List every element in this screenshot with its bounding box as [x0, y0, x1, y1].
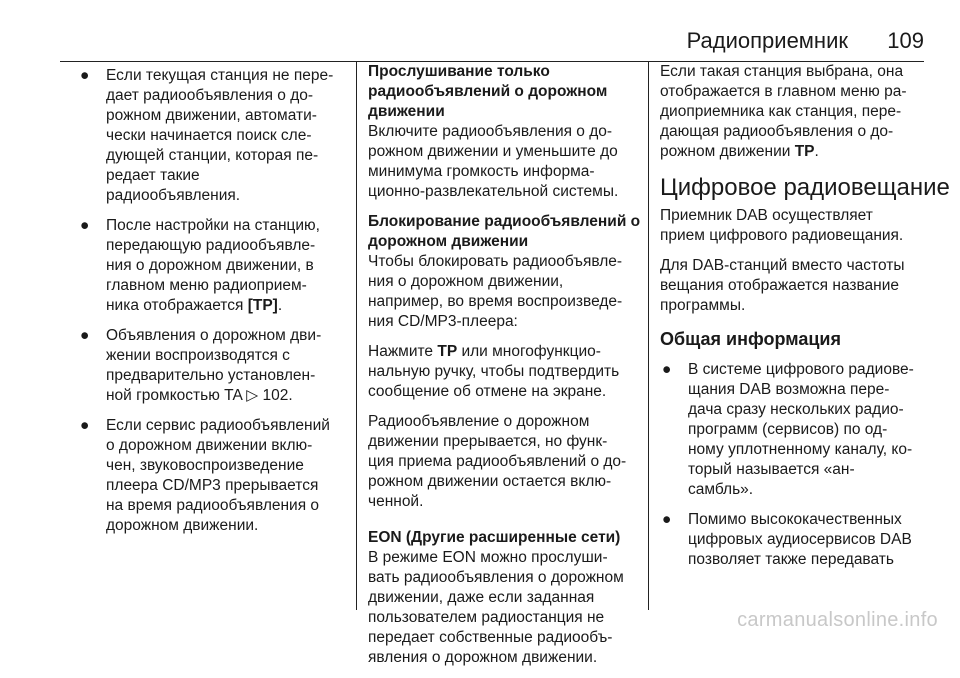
column-divider-1 — [356, 62, 357, 610]
text-line: нальную ручку, чтобы подтвердить — [368, 363, 620, 380]
text-line: чески начинается поиск сле- — [106, 127, 312, 144]
text-line: прием цифрового радиовещания. — [660, 227, 904, 244]
text-line: отображается в главном меню ра- — [660, 83, 907, 100]
text-line: дающая радиообъявления о до- — [660, 123, 894, 140]
text-line: пользователем радиостанция не — [368, 609, 605, 626]
paragraph — [368, 412, 634, 512]
tp-indicator: [TP] — [247, 297, 278, 314]
text-line: Если текущая станция не пере- — [106, 67, 334, 84]
text-line: ченной. — [368, 493, 424, 510]
heading-line: Прослушивание только — [368, 63, 550, 80]
text-line: позволяет также передавать — [688, 551, 894, 568]
bullet-icon: ● — [80, 327, 90, 344]
text-line — [106, 296, 346, 316]
text-line: дача сразу нескольких радио- — [688, 401, 904, 418]
section-heading — [368, 212, 641, 252]
page-title: Радиоприемник — [686, 28, 848, 53]
text-line: цифровых аудиосервисов DAB — [688, 531, 912, 548]
page-number: 109 — [887, 28, 924, 53]
text-line — [368, 342, 634, 362]
text-line: ция приема радиообъявлений о до- — [368, 453, 627, 470]
bullet-icon: ● — [80, 217, 90, 234]
text-line: В системе цифрового радиове- — [688, 361, 914, 378]
text-line: главном меню радиоприем- — [106, 277, 307, 294]
text-line: движении, даже если заданная — [368, 589, 595, 606]
heading-line: дорожном движении — [368, 233, 529, 250]
text-line: ному уплотненному каналу, ко- — [688, 441, 913, 458]
text-line: ционно-развлекательной системы. — [368, 183, 619, 200]
bullet-icon: ● — [80, 417, 90, 434]
paragraph — [368, 548, 634, 668]
list-item — [78, 216, 346, 316]
heading-line: Блокирование радиообъявлений о — [368, 213, 641, 230]
text-span: . — [814, 143, 819, 160]
text-line: торый называется «ан- — [688, 461, 855, 478]
text-span: или многофункцио- — [457, 343, 601, 360]
text-line: В режиме EON можно прослуши- — [368, 549, 608, 566]
text-line: Чтобы блокировать радиообъявле- — [368, 253, 623, 270]
text-line: Помимо высококачественных — [688, 511, 902, 528]
text-line: самбль». — [688, 481, 754, 498]
text-span: рожном движении — [660, 143, 795, 160]
list-item — [78, 66, 346, 206]
watermark: carmanualsonline.info — [737, 609, 938, 631]
page-reference: ной громкостью TA ▷ 102. — [106, 387, 293, 404]
text-line: После настройки на станцию, — [106, 217, 320, 234]
list-item — [78, 416, 346, 536]
text-line: щания DAB возможна пере- — [688, 381, 890, 398]
tp-indicator: TP — [794, 143, 815, 160]
text-line: ния о дорожном движении, — [368, 273, 564, 290]
text-line: программы. — [660, 297, 746, 314]
text-line: редает такие — [106, 167, 200, 184]
paragraph — [368, 252, 634, 332]
section-heading — [368, 62, 634, 122]
text-line: Включите радиообъявления о до- — [368, 123, 613, 140]
text-span: . — [277, 297, 283, 314]
text-line: явления о дорожном движении. — [368, 649, 598, 666]
text-span: ника отображается — [106, 297, 248, 314]
text-line: передающую радиообъявле- — [106, 237, 316, 254]
page-header — [60, 22, 924, 62]
bullet-icon: ● — [80, 67, 90, 84]
text-line: дает радиообъявления о до- — [106, 87, 314, 104]
tp-button-label: TP — [437, 343, 458, 360]
text-line: ния о дорожном движении, в — [106, 257, 314, 274]
text-line: дующей станции, которая пе- — [106, 147, 319, 164]
bullet-icon: ● — [662, 361, 672, 378]
text-line: жении воспроизводятся с — [106, 347, 290, 364]
text-line: рожном движении и уменьшите до — [368, 143, 618, 160]
bullet-icon: ● — [662, 511, 672, 528]
text-line: диоприемника как станция, пере- — [660, 103, 902, 120]
paragraph — [368, 122, 634, 202]
list-item — [660, 360, 930, 500]
list-item — [660, 510, 930, 570]
text-line: плеера CD/MP3 прерывается — [106, 477, 319, 494]
text-line: вать радиообъявления о дорожном — [368, 569, 624, 586]
paragraph — [660, 256, 930, 316]
paragraph — [660, 62, 930, 162]
text-line: дорожном движении. — [106, 517, 259, 534]
text-line: Радиообъявление о дорожном — [368, 413, 590, 430]
text-line: передает собственные радиообъ- — [368, 629, 613, 646]
text-line: сообщение об отмене на экране. — [368, 383, 607, 400]
heading-line: движении — [368, 103, 445, 120]
column-3 — [660, 62, 950, 580]
text-line: радиообъявления. — [106, 187, 241, 204]
column-1 — [78, 62, 346, 546]
text-line — [660, 142, 930, 162]
paragraph — [660, 206, 930, 246]
text-line: движении прерывается, но функ- — [368, 433, 608, 450]
section-heading: Цифровое радиовещание — [660, 174, 950, 201]
text-line: минимума громкость информа- — [368, 163, 595, 180]
text-line: на время радиообъявления о — [106, 497, 320, 514]
text-line: например, во время воспроизведе- — [368, 293, 623, 310]
text-line: Если сервис радиообъявлений — [106, 417, 330, 434]
paragraph — [368, 342, 634, 402]
column-2 — [368, 62, 641, 678]
text-line: вещания отображается название — [660, 277, 900, 294]
text-line: рожном движении остается вклю- — [368, 473, 612, 490]
text-line: предварительно установлен- — [106, 367, 316, 384]
text-line: Для DAB-станций вместо частоты — [660, 257, 905, 274]
heading-line: радиообъявлений о дорожном — [368, 83, 608, 100]
text-line: о дорожном движении вклю- — [106, 437, 313, 454]
text-line: Объявления о дорожном дви- — [106, 327, 322, 344]
section-heading: EON (Другие расширенные сети) — [368, 529, 621, 546]
text-line: программ (сервисов) по од- — [688, 421, 888, 438]
text-line: ния CD/MP3-плеера: — [368, 313, 518, 330]
text-line: Приемник DAB осуществляет — [660, 207, 873, 224]
subsection-heading: Общая информация — [660, 329, 841, 349]
text-line: рожном движении, автомати- — [106, 107, 317, 124]
text-line: чен, звуковоспроизведение — [106, 457, 304, 474]
text-span: Нажмите — [368, 343, 438, 360]
column-divider-2 — [648, 62, 649, 610]
text-line: Если такая станция выбрана, она — [660, 63, 904, 80]
list-item — [78, 326, 346, 406]
